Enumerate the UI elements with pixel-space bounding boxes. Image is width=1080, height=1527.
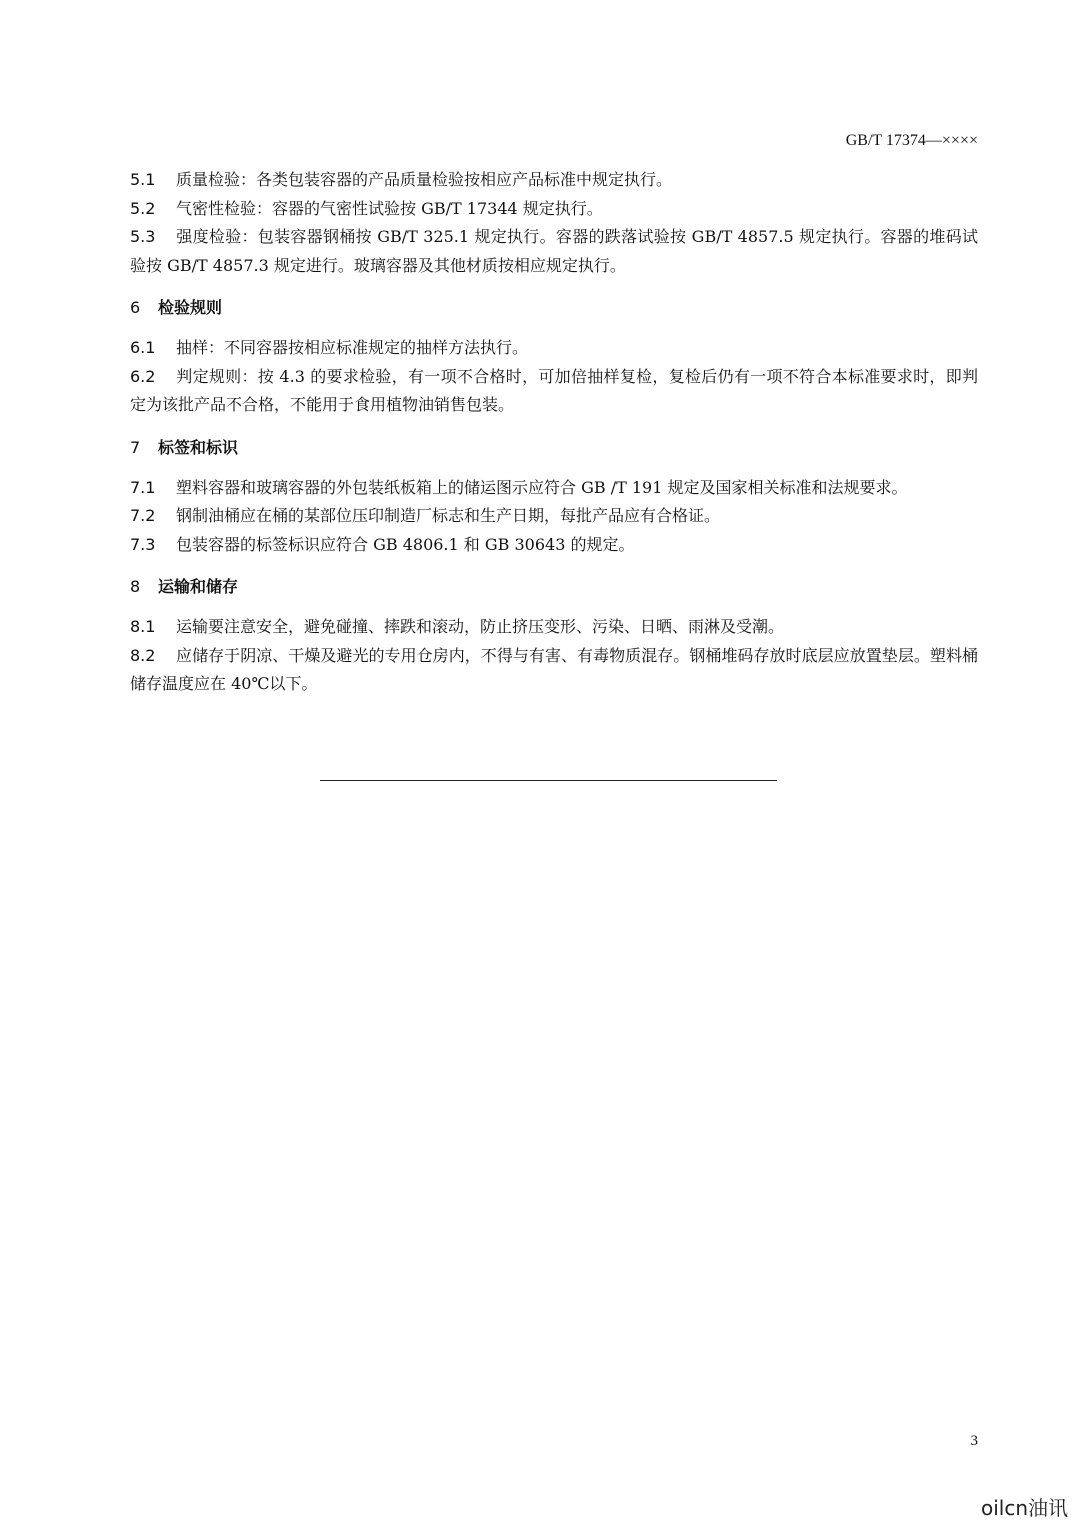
- clause-5-2: [130, 195, 978, 224]
- standard-code: GB/T 17374—××××: [845, 132, 978, 149]
- section-number: 7: [130, 437, 141, 457]
- clause-8-2: [130, 642, 978, 699]
- clause-text: 质量检验：各类包装容器的产品质量检验按相应产品标准中规定执行。: [176, 170, 673, 189]
- clause-text: 钢制油桶应在桶的某部位压印制造厂标志和生产日期，每批产品应有合格证。: [176, 506, 721, 525]
- clause-7-2: [130, 502, 978, 531]
- clause-text: 塑料容器和玻璃容器的外包装纸板箱上的储运图示应符合 GB /T 191 规定及国家相关标准和法规要求。: [176, 477, 908, 497]
- clause-6-1: [130, 334, 978, 363]
- clause-text: 运输要注意安全，避免碰撞、摔跌和滚动，防止挤压变形、污染、日晒、雨淋及受潮。: [176, 617, 785, 636]
- section-title: 运输和储存: [158, 577, 239, 596]
- clause-number: 7.3: [130, 534, 156, 554]
- section-heading-7: [130, 434, 978, 462]
- page-number: 3: [970, 1433, 978, 1449]
- document-body: [130, 166, 978, 699]
- clause-5-1: [130, 166, 978, 195]
- clause-number: 5.1: [130, 170, 156, 189]
- clause-text: 包装容器的标签标识应符合 GB 4806.1 和 GB 30643 的规定。: [176, 534, 635, 554]
- clause-number: 5.3: [130, 227, 156, 246]
- clause-7-3: [130, 531, 978, 560]
- clause-7-1: [130, 474, 978, 503]
- clause-text: 强度检验：包装容器钢桶按 GB/T 325.1 规定执行。容器的跌落试验按 GB/T 4857.5 规定执行。容器的堆码试验按 GB/T 4857.3 规定进行。玻璃容器及其他材质按相应规定执行。: [130, 227, 978, 275]
- clause-number: 6.2: [130, 366, 156, 386]
- clause-6-2: [130, 363, 978, 420]
- clause-text: 判定规则：按 4.3 的要求检验，有一项不合格时，可加倍抽样复检，复检后仍有一项不符合本标准要求时，即判定为该批产品不合格，不能用于食用植物油销售包装。: [130, 366, 978, 414]
- clause-number: 5.2: [130, 198, 156, 218]
- section-number: 6: [130, 298, 141, 317]
- clause-text: 抽样：不同容器按相应标准规定的抽样方法执行。: [176, 338, 529, 357]
- section-number: 8: [130, 577, 141, 596]
- section-heading-6: [130, 294, 978, 322]
- clause-number: 7.2: [130, 506, 156, 525]
- clause-number: 6.1: [130, 338, 156, 357]
- clause-number: 8.2: [130, 645, 156, 665]
- clause-number: 7.1: [130, 477, 156, 497]
- clause-5-3: [130, 223, 978, 280]
- watermark-logo: oilcn油讯: [980, 1496, 1068, 1520]
- end-of-document-rule: [320, 780, 777, 781]
- clause-text: 应储存于阴凉、干燥及避光的专用仓房内，不得与有害、有毒物质混存。钢桶堆码存放时底层应放置垫层。塑料桶储存温度应在 40℃以下。: [130, 645, 978, 693]
- section-heading-8: [130, 573, 978, 601]
- section-title: 标签和标识: [158, 437, 239, 457]
- section-title: 检验规则: [158, 298, 223, 317]
- clause-8-1: [130, 613, 978, 642]
- clause-text: 气密性检验：容器的气密性试验按 GB/T 17344 规定执行。: [176, 198, 603, 218]
- clause-number: 8.1: [130, 617, 156, 636]
